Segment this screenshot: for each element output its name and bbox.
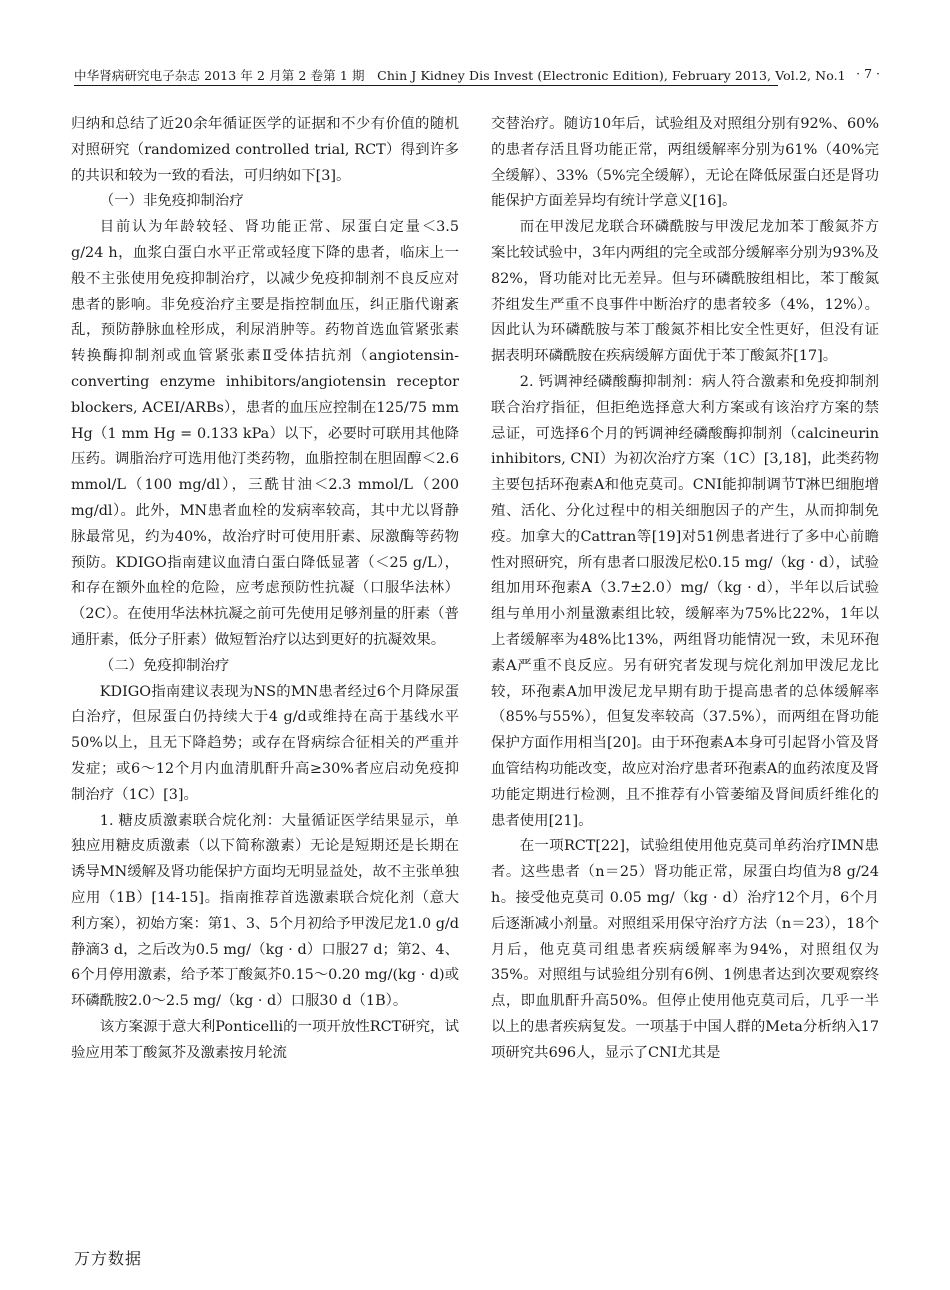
paragraph-continued: 交替治疗。随访10年后，试验组及对照组分别有92%、60%的患者存活且肾功能正常，两组缓解率分别为61%（40%完全缓解）、33%（5%完全缓解），无论在降低尿蛋白还是肾功能保护方面差异均有统计学意义[16]。 — [491, 116, 879, 210]
right-column — [491, 112, 879, 1066]
paragraph-kdigo-indication: KDIGO指南建议表现为NS的MN患者经过6个月降尿蛋白治疗，但尿蛋白仍持续大于4 g/d或维持在高于基线水平50%以上，且无下降趋势；或存在肾病综合征相关的严重并发症；或6～12个月内血清肌酐升高≥30%者应启动免疫抑制治疗（1C）[3]。 — [71, 683, 459, 803]
journal-header-text: 中华肾病研究电子杂志 2013 年 2 月第 2 卷第 1 期 Chin J Kidney Dis Invest (Electronic Edition), February 2013, Vol.2, No.1 — [74, 68, 846, 83]
paragraph-calcineurin-inhibitors: 2. 钙调神经磷酸酶抑制剂：病人符合激素和免疫抑制剂联合治疗指征，但拒绝选择意大利方案或有该治疗方案的禁忌证，可选择6个月的钙调神经磷酸酶抑制剂（calcineurin inhibitors, CNI）为初次治疗方案（1C）[3,18]，此类药物主要包括环孢素A和他克莫司。CNI能抑制调节T淋巴细胞增殖、活化、分化过程中的相关细胞因子的产生，从而抑制免疫。加拿大的Cattran等[19]对51例患者进行了多中心前瞻性对照研究，所有患者口服泼尼松0.15 mg/（kg · d），试验组加用环孢素A（3.7±2.0）mg/（kg · d），半年以后试验组与单用小剂量激素组比较，缓解率为75%比22%，1年以上者缓解率为48%比13%，两组肾功能情况一致，未见环孢素A严重不良反应。另有研究者发现与烷化剂加甲泼尼龙比较，环孢素A加甲泼尼龙早期有助于提高患者的总体缓解率（85%与55%），但复发率较高（37.5%），而两组在肾功能保护方面作用相当[20]。由于环孢素A本身可引起肾小管及肾血管结构功能改变，故应对治疗患者环孢素A的血药浓度及肾功能定期进行检测，且不推荐有小管萎缩及肾间质纤维化的患者使用[21]。 — [491, 373, 880, 829]
section-heading-non-immunosuppressive: （一）非免疫抑制治疗 — [99, 193, 244, 210]
paragraph-cyclophosphamide-comparison: 而在甲泼尼龙联合环磷酰胺与甲泼尼龙加苯丁酸氮芥方案比较试验中，3年内两组的完全或部分缓解率分别为93%及82%，肾功能对比无差异。但与环磷酰胺组相比，苯丁酸氮芥组发生严重不良事件中断治疗的患者较多（4%，12%）。因此认为环磷酰胺与苯丁酸氮芥相比安全性更好，但没有证据表明环磷酰胺在疾病缓解方面优于苯丁酸氮芥[17]。 — [491, 219, 879, 365]
left-column — [71, 112, 459, 1066]
header-rule — [74, 85, 778, 86]
paragraph-tacrolimus-rct: 在一项RCT[22]，试验组使用他克莫司单药治疗IMN患者。这些患者（n＝25）肾功能正常，尿蛋白均值为8 g/24 h。接受他克莫司 0.05 mg/（kg · d）治疗12个月，6个月后逐渐减小剂量。对照组采用保守治疗方法（n＝23），18个月后，他克莫司组患者疾病缓解率为94%，对照组仅为35%。对照组与试验组分别有6例、1例患者达到次要观察终点，即血肌酐升高50%。但停止使用他克莫司后，几乎一半以上的患者疾病复发。一项基于中国人群的Meta分析纳入17项研究共696人，显示了CNI尤其是 — [491, 838, 879, 1061]
running-header — [74, 62, 880, 90]
paragraph-non-immunosuppressive: 目前认为年龄较轻、肾功能正常、尿蛋白定量＜3.5 g/24 h，血浆白蛋白水平正常或轻度下降的患者，临床上一般不主张使用免疫抑制治疗，以减少免疫抑制剂不良反应对患者的影响。非免疫治疗主要是指控制血压，纠正脂代谢紊乱，预防静脉血栓形成，利尿消肿等。药物首选血管紧张素转换酶抑制剂或血管紧张素Ⅱ受体拮抗剂（angiotensin-converting enzyme inhibitors/angiotensin receptor blockers, ACEI/ARBs），患者的血压应控制在125/75 mm Hg（1 mm Hg = 0.133 kPa）以下，必要时可联用其他降压药。调脂治疗可选用他汀类药物，血脂控制在胆固醇＜2.6 mmol/L（100 mg/dl），三酰甘油＜2.3 mmol/L（200 mg/dl）。此外，MN患者血栓的发病率较高，其中尤以肾静脉最常见，约为40%，故治疗时可使用肝素、尿激酶等药物预防。KDIGO指南建议血清白蛋白降低显著（＜25 g/L），和存在额外血栓的危险，应考虑预防性抗凝（口服华法林）（2C）。在使用华法林抗凝之前可先使用足够剂量的肝素（普通肝素，低分子肝素）做短暂治疗以达到更好的抗凝效果。 — [71, 219, 459, 648]
paragraph-ponticelli: 该方案源于意大利Ponticelli的一项开放性RCT研究，试验应用苯丁酸氮芥及激素按月轮流 — [71, 1018, 459, 1061]
section-heading-immunosuppressive: （二）免疫抑制治疗 — [99, 657, 230, 674]
intro-paragraph: 归纳和总结了近20余年循证医学的证据和不少有价值的随机对照研究（randomized controlled trial, RCT）得到许多的共识和较为一致的看法，可归纳如下[3]。 — [71, 116, 459, 184]
page-number: · 7 · — [856, 66, 880, 81]
paragraph-steroid-alkylating: 1. 糖皮质激素联合烷化剂：大量循证医学结果显示，单独应用糖皮质激素（以下简称激素）无论是短期还是长期在诱导MN缓解及肾功能保护方面均无明显益处，故不主张单独应用（1B）[14-15]。指南推荐首选激素联合烷化剂（意大利方案），初始方案：第1、3、5个月初给予甲泼尼龙1.0 g/d静滴3 d，之后改为0.5 mg/（kg · d）口服27 d；第2、4、6个月停用激素，给予苯丁酸氮芥0.15～0.20 mg/(kg · d)或环磷酰胺2.0～2.5 mg/（kg · d）口服30 d（1B）。 — [71, 812, 459, 1010]
wanfang-data-logo: 万方数据 — [74, 1249, 143, 1268]
